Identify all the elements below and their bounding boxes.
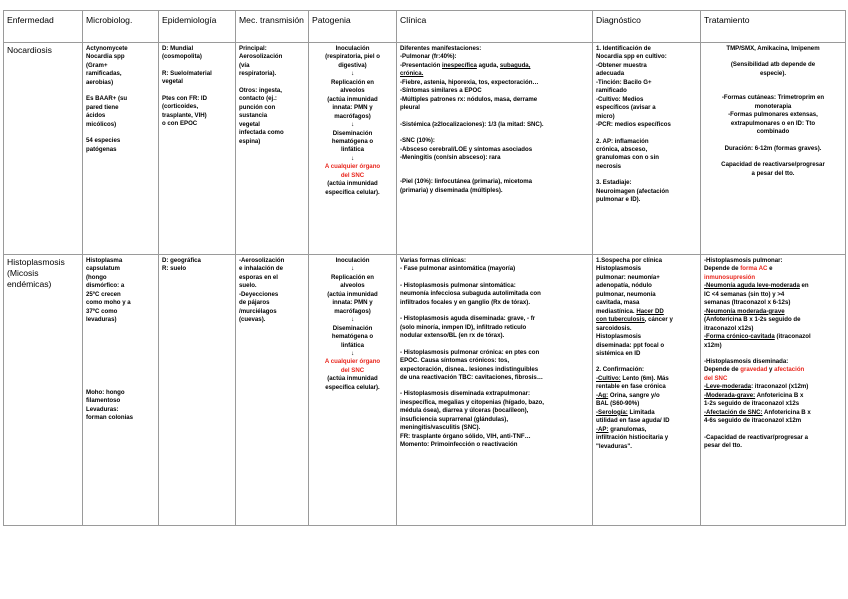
epidemiology-cell (159, 43, 236, 255)
text-line: -Aerosolización (239, 257, 285, 264)
text-line (400, 274, 589, 282)
text-line: dismórfico: a (86, 282, 125, 290)
cell-text (312, 180, 393, 197)
text-line (239, 79, 305, 87)
text-line: (primaria) y diseminada (múltiples). (400, 186, 503, 194)
text-line: Capacidad de reactivarse/progresar (721, 161, 825, 169)
text-line: rentable en fase crónica (596, 383, 666, 391)
cell-text (704, 400, 842, 408)
text-line: adenopatía, nódulo (596, 282, 652, 290)
text-line: 1-2s seguido de itraconazol x12s (704, 400, 800, 408)
text-line (86, 357, 155, 365)
text-line: - Histoplasmosis pulmonar sintomática: (400, 281, 516, 289)
text-line (400, 162, 589, 170)
antigen-line: -Ag: Orina, sangre y/o (596, 391, 660, 399)
text-line: punción con (239, 103, 276, 111)
culture-line: -Cultivo: Lento (6m). Más (596, 374, 669, 382)
text-line: (hongo (86, 273, 107, 281)
text-line: digestiva) (338, 61, 367, 69)
text-line: macrófagos) (334, 307, 371, 315)
text-line: Nocardia spp (86, 53, 125, 61)
cell-text (596, 325, 697, 375)
text-line: neumonía infecciosa subaguda autolimitada con (400, 290, 541, 298)
text-line: (solo minoría, inmpen ID), infiltrado reticulo (400, 323, 527, 331)
text-line: filamentoso (86, 397, 121, 405)
text-line: Replicación en (330, 78, 374, 86)
text-line (400, 129, 589, 137)
text-line: de una reactivación TBC: cavitaciones, fibrosis… (400, 373, 543, 381)
cell-text (86, 45, 155, 154)
text-line: adecuada (596, 70, 625, 78)
header-patogenia: Patogenia (309, 11, 397, 43)
down-arrow-icon: ↓ (350, 316, 355, 324)
text-line (400, 307, 589, 315)
text-line: Momento: Primoinfección o reactivación (400, 441, 518, 449)
text-line: pleural (400, 104, 420, 112)
text-line: o con EPOC (162, 120, 198, 128)
text-line: -Histoplasmosis pulmonar: (704, 257, 783, 264)
text-line: Varias formas clínicas: (400, 257, 467, 264)
text-line: itraconazol x12s) (704, 324, 754, 332)
text-line: Diseminación (332, 129, 373, 137)
ap-line: -AP: granulomas, (596, 425, 647, 433)
down-arrow-icon: ↓ (350, 154, 355, 162)
text-line: - Histoplasmosis aguda diseminada: grave, - fr (400, 315, 536, 323)
header-tratamiento: Tratamiento (701, 11, 846, 43)
text-line: -Síntomas similares a EPOC (400, 87, 482, 95)
text-line (86, 325, 155, 333)
text-line (596, 130, 697, 138)
text-line: micólicos) (86, 120, 117, 128)
text-line: sarcoidosis. (596, 324, 632, 332)
text-line: alveolos (340, 87, 365, 95)
cell-text (312, 375, 393, 392)
text-line: nodular extenso/BL (en rx de tórax). (400, 332, 505, 340)
microbiology-cell (83, 43, 159, 255)
treatment-line: -Leve-moderada: itraconazol (x12m) (704, 383, 809, 391)
cell-text (400, 257, 589, 450)
text-line (400, 113, 589, 121)
text-line: Otros: ingesta, (239, 86, 283, 94)
text-line: (actúa inmunidad (327, 180, 378, 188)
text-line: infiltración histiocitaria y (596, 434, 669, 442)
cell-text (239, 257, 305, 325)
text-line: de pájaros (239, 299, 270, 307)
text-line: -Capacidad de reactivar/progresar a (704, 433, 808, 441)
text-line: (Gram+ (86, 61, 108, 69)
highlight-text: inmunosupresión (704, 273, 756, 281)
cell-text (596, 400, 697, 408)
text-line: hematógena o (331, 333, 374, 341)
treatment-line: -Neumonía moderada-grave (704, 307, 785, 315)
text-line: IC <4 semanas (sin tto) y >4 (704, 290, 785, 298)
text-line (400, 341, 589, 349)
text-line: - Histoplasmosis diseminada extrapulmonar: (400, 390, 531, 398)
transmission-cell (236, 43, 309, 255)
pathogenesis-cell (309, 255, 397, 526)
text-line: (corticoides, (162, 103, 199, 111)
text-line: Levaduras: (86, 405, 119, 413)
text-line: Inoculación (335, 257, 370, 264)
text-line: Duración: 6-12m (formas graves). (724, 144, 822, 152)
text-line: (respiratoria, piel o (325, 53, 380, 61)
text-line: contacto (ej.: (239, 95, 277, 103)
text-line: combinado (756, 128, 790, 136)
text-line: -SNC (10%): (400, 137, 435, 145)
text-line: esporas en el (239, 273, 278, 281)
header-diagnostico: Diagnóstico (593, 11, 701, 43)
cell-text (704, 342, 842, 367)
disease-table (3, 10, 846, 526)
text-line: Principal: (239, 45, 267, 52)
text-line: -Tinción: Bacilo G+ (596, 78, 652, 86)
pathogenesis-cell (309, 43, 397, 255)
text-line: - Histoplasmosis pulmonar crónica: en ptes con (400, 348, 540, 356)
text-line: Actynomycete (86, 45, 128, 52)
text-line: -Deyecciones (239, 290, 279, 298)
text-line (86, 373, 155, 381)
text-line (704, 426, 842, 434)
text-line: aerobias) (86, 78, 114, 86)
text-line: 4-6s seguido de itraconazol x12m (704, 417, 802, 425)
depends-line: Depende de forma AC e (704, 265, 773, 273)
cell-text (704, 291, 842, 308)
text-line: Aerosolización (239, 53, 283, 61)
dd-line: mediastínica. Hacer DD (596, 307, 664, 315)
text-line: FR: trasplante órgano sólido, VIH, anti-TNF… (400, 432, 531, 440)
text-line: 1. Identificación de (596, 45, 651, 52)
text-line: -Sistémica (≥2localizaciones): 1/3 (la mitad: SNC). (400, 120, 544, 128)
header-clinica: Clínica (397, 11, 593, 43)
highlight-text (312, 163, 393, 180)
text-line: 54 especies (86, 137, 121, 145)
cell-text (312, 257, 393, 358)
text-line (704, 53, 842, 61)
text-line: e inhalación de (239, 265, 284, 273)
depends-line: Depende de gravedad y afectación (704, 366, 805, 374)
text-line: Diseminación (332, 324, 373, 332)
down-arrow-icon: ↓ (350, 265, 355, 273)
text-line: Es BAAR+ (su (86, 95, 128, 103)
treatment-cell (701, 255, 846, 526)
text-line: -Pulmonar (fr:40%): (400, 53, 457, 61)
text-line: -Fiebre, astenia, hiporexia, tos, expectoración… (400, 78, 539, 86)
text-line (704, 86, 842, 94)
text-line: expectoración, disnea.. lesiones indistinguibles (400, 365, 539, 373)
text-line: pared tiene (86, 103, 119, 111)
text-line: -Histoplasmosis diseminada: (704, 357, 789, 365)
text-line: insuficiencia suprarrenal (glándulas), (400, 415, 509, 423)
text-line (86, 365, 155, 373)
text-line: semanas (Itraconazol x 6-12s) (704, 299, 791, 307)
diagnosis-cell (593, 43, 701, 255)
text-line: x12m) (704, 341, 722, 349)
header-transmision: Mec. transmisión (236, 11, 309, 43)
text-line: inespecífica, megalias y citopenias (hígado, bazo, (400, 398, 544, 406)
row-histoplasmosis (4, 255, 846, 526)
text-line (86, 87, 155, 95)
text-line: 1.Sospecha por clínica (596, 257, 663, 264)
cell-text (400, 45, 589, 62)
text-line: del SNC (340, 366, 365, 374)
text-line: Ptes con FR: ID (162, 94, 208, 102)
disease-name: Histoplasmosis (Micosis endémicas) (4, 255, 83, 526)
text-line: del SNC (340, 171, 365, 179)
treatment-cell (701, 43, 846, 255)
text-line: especie). (759, 69, 787, 77)
text-line: cavitada, masa (596, 299, 640, 307)
dd-line: con tuberculosis, cáncer y (596, 316, 673, 324)
text-line: (cosmopolita) (162, 53, 202, 61)
text-line: -Cultivo: Medios (596, 95, 644, 103)
text-line: infectada como (239, 129, 284, 137)
text-line: BAL (S60-90%) (596, 400, 640, 408)
text-line: espina) (239, 137, 261, 145)
text-line: (actúa inmunidad (327, 290, 378, 298)
clinical-cell (397, 43, 593, 255)
text-line: -Obtener muestra (596, 61, 647, 69)
text-line: utilidad en fase aguda/ ID (596, 417, 670, 425)
text-line: capsulatum (86, 265, 120, 273)
text-line: a pesar del tto. (751, 169, 795, 177)
text-line (86, 129, 155, 137)
text-line: Neuroimagen (afectación (596, 187, 669, 195)
cell-text (704, 417, 842, 450)
text-line: Histoplasma (86, 257, 123, 264)
text-line: como moho y a (86, 299, 131, 307)
text-line (162, 87, 232, 95)
text-line: meningitis/vasculitis (SNC). (400, 424, 481, 432)
text-line: crónica, absceso, (596, 145, 648, 153)
text-line: Histoplasmosis (596, 333, 642, 341)
text-line: ramificadas, (86, 70, 122, 78)
treatment-line: -Forma crónico-cavitada (itraconazol (704, 333, 811, 341)
cell-text (704, 257, 842, 265)
cell-text (312, 45, 393, 163)
text-line: - Fase pulmonar asintomática (mayoría) (400, 265, 516, 273)
text-line: específicos (avisar a (596, 104, 656, 112)
cell-text (86, 257, 155, 422)
presentation-line: crónica. (400, 70, 424, 78)
text-line: Diferentes manifestaciones: (400, 45, 482, 52)
text-line: A cualquier órgano (324, 358, 381, 366)
text-line: pulmonar e ID). (596, 196, 641, 204)
text-line (86, 333, 155, 341)
text-line: 2. Confirmación: (596, 366, 645, 374)
text-line: ácidos (86, 112, 106, 120)
header-microbiologia: Microbiolog. (83, 11, 159, 43)
text-line: necrosis (596, 162, 622, 170)
text-line: 37ºC como (86, 307, 118, 315)
text-line: (vía (239, 61, 250, 69)
text-line: monoterapia (754, 102, 792, 110)
text-line (596, 171, 697, 179)
text-line: linfática (340, 341, 365, 349)
text-line: innata: PMN y (332, 299, 373, 307)
text-line: "levaduras". (596, 442, 632, 450)
text-line (86, 381, 155, 389)
text-line: (actúa inmunidad (327, 375, 378, 383)
microbiology-cell (83, 255, 159, 526)
treatment-line: -Moderada-grave: Anfotericina B x (704, 391, 804, 399)
clinical-cell (397, 255, 593, 526)
text-line: A cualquier órgano (324, 163, 381, 171)
text-line: médula ósea), diarrea y úlceras (boca/íleon), (400, 407, 529, 415)
text-line: Moho: hongo (86, 388, 125, 396)
cell-text (596, 417, 697, 425)
text-line: hematógena o (331, 137, 374, 145)
text-line: R: Suelo/material (162, 69, 212, 77)
text-line: Inoculación (335, 45, 370, 52)
text-line: levaduras) (86, 316, 117, 324)
down-arrow-icon: ↓ (350, 121, 355, 129)
treatment-line: -Neumonía aguda leve-moderada en (704, 282, 809, 290)
text-line: -Meningitis (con/sin absceso): rara (400, 153, 501, 161)
cell-text (704, 45, 842, 178)
highlight-text: del SNC (704, 374, 728, 382)
cell-text (704, 316, 842, 333)
text-line: forman colonias (86, 413, 134, 421)
text-line (400, 170, 589, 178)
cell-text (162, 257, 232, 274)
text-line: pulmonar, neumonía (596, 290, 656, 298)
text-line (704, 350, 842, 358)
text-line: Histoplasmosis (596, 265, 642, 273)
text-line: (cuevas). (239, 316, 266, 324)
text-line: -PCR: medios específicos (596, 121, 671, 129)
text-line: vegetal (239, 120, 261, 128)
diagnosis-cell (593, 255, 701, 526)
text-line: granulomas con o sin (596, 154, 659, 162)
text-line: -Absceso cerebral/LOE y síntomas asociados (400, 145, 533, 153)
cell-text (400, 79, 589, 196)
cell-text (239, 45, 305, 146)
text-line: sustancia (239, 112, 268, 120)
text-line: -Formas pulmonares extensas, (728, 111, 818, 119)
text-line (86, 341, 155, 349)
text-line: sistémica en ID (596, 349, 641, 357)
text-line: micro) (596, 112, 615, 120)
cell-text (596, 45, 697, 205)
cell-text (596, 434, 697, 451)
text-line: (Anfotericina B x 1-2s seguido de (704, 316, 801, 324)
text-line: vegetal (162, 78, 184, 86)
text-line: Replicación en (330, 273, 374, 281)
text-line (86, 349, 155, 357)
text-line: (actúa inmunidad (327, 95, 378, 103)
epidemiology-cell (159, 255, 236, 526)
text-line: ramificado (596, 87, 627, 95)
cell-text (596, 383, 697, 391)
treatment-line: -Afectación de SNC: Anfotericina B x (704, 408, 811, 416)
text-line: alveolos (340, 282, 365, 290)
disease-name: Nocardiosis (4, 43, 83, 255)
cell-text (596, 257, 697, 308)
highlight-text (312, 358, 393, 375)
text-line: específica celular). (325, 383, 380, 391)
text-line: suelo. (239, 282, 257, 290)
text-line: EPOC. Causa síntomas crónicos: tos, (400, 357, 510, 365)
text-line: pesar del tto. (704, 442, 742, 450)
text-line: Nocardia spp en cultivo: (596, 53, 667, 61)
text-line: patógenas (86, 145, 117, 153)
transmission-cell (236, 255, 309, 526)
text-line: extrapulmonares o en ID: Tto (730, 119, 816, 127)
row-nocardiosis (4, 43, 846, 255)
text-line (596, 358, 697, 366)
text-line: diseminada: ppt focal o (596, 341, 665, 349)
header-epidemiologia: Epidemiología (159, 11, 236, 43)
text-line: respiratoria). (239, 70, 277, 78)
serology-line: -Serología: Limitada (596, 408, 655, 416)
text-line (162, 62, 232, 70)
text-line (400, 382, 589, 390)
cell-text (162, 45, 232, 129)
text-line: D: geográfica (162, 257, 201, 264)
text-line: 3. Estadiaje: (596, 179, 632, 187)
text-line: infiltrados focales y en ganglio (Rx de tórax). (400, 298, 531, 306)
text-line: específica celular). (325, 188, 380, 196)
text-line: linfática (340, 146, 365, 154)
text-line: /murciélagos (239, 307, 277, 315)
text-line: 25ºC crecen (86, 290, 121, 298)
text-line: R: suelo (162, 265, 187, 273)
text-line: pulmonar: neumonía+ (596, 273, 660, 281)
header-enfermedad: Enfermedad (4, 11, 83, 43)
header-row (4, 11, 846, 43)
text-line: (Sensibilidad atb depende de (730, 61, 816, 69)
down-arrow-icon: ↓ (350, 70, 355, 78)
text-line: -Formas cutáneas: Trimetroprim en (721, 94, 825, 102)
text-line: -Piel (10%): linfocutánea (primaria), micetoma (400, 178, 533, 186)
text-line: innata: PMN y (332, 104, 373, 112)
text-line (704, 137, 842, 145)
text-line: D: Mundial (162, 45, 194, 52)
text-line: 2. AP: inflamación (596, 137, 649, 145)
text-line (704, 78, 842, 86)
down-arrow-icon: ↓ (350, 349, 355, 357)
text-line: -Múltiples patrones rx: nódulos, masa, derrame (400, 95, 538, 103)
text-line (704, 153, 842, 161)
text-line: TMP/SMX, Amikacina, Imipenem (726, 45, 820, 52)
presentation-line: -Presentación inespecífica aguda, subaguda, (400, 61, 531, 69)
text-line: macrófagos) (334, 112, 371, 120)
text-line: trasplante, VIH) (162, 111, 207, 119)
